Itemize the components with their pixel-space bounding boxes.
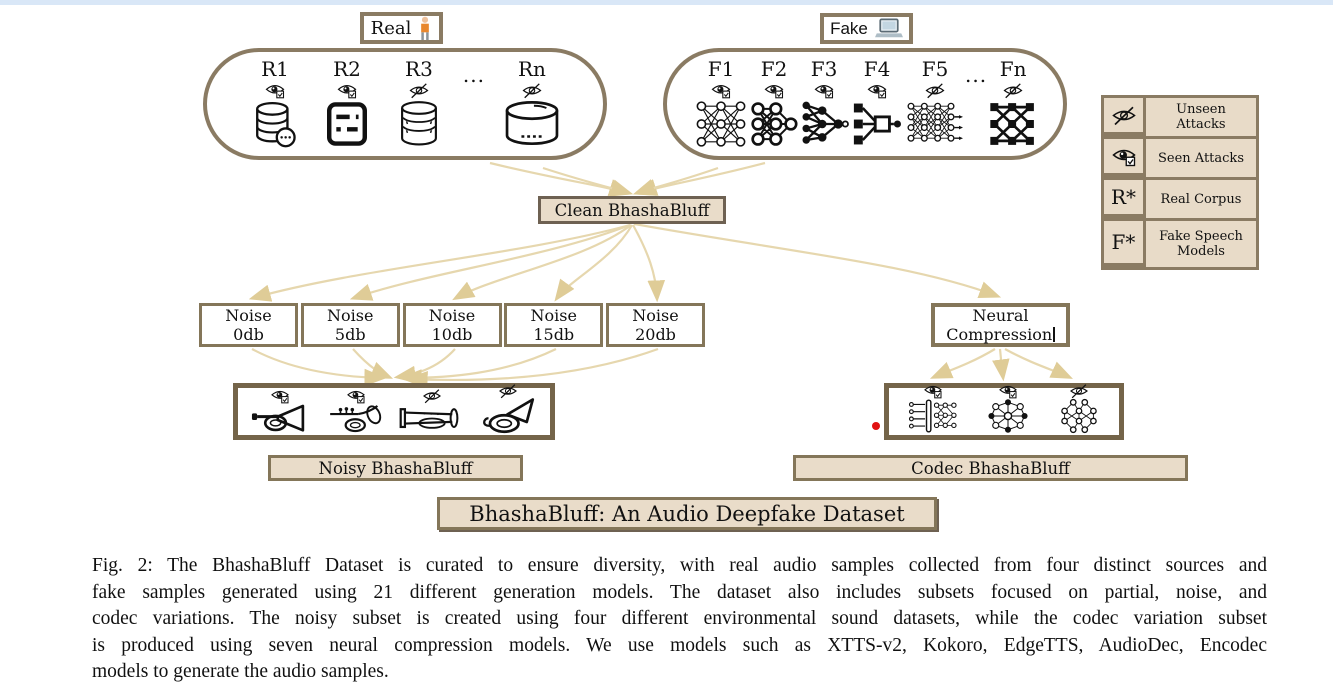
noisy-source-item [399, 388, 465, 434]
unseen-eye-icon [1064, 383, 1094, 399]
database-wide-icon [501, 100, 563, 148]
fake-model-item [749, 52, 799, 148]
network-grid-icon [693, 100, 749, 148]
legend-label: Fake Speech Models [1146, 221, 1256, 267]
legend-label: Unseen Attacks [1146, 98, 1256, 136]
unseen-eye-icon [1111, 105, 1137, 126]
noisy-source-item [247, 388, 313, 434]
seen-eye-icon [265, 388, 295, 404]
encoder-bank-icon [903, 398, 963, 434]
legend-symbol: F* [1104, 221, 1143, 263]
seen-eye-icon [993, 383, 1023, 399]
noisy-sources-box [233, 383, 555, 440]
database-cylinder-icon [391, 100, 447, 148]
neural-compression-node: Neural Compression [931, 303, 1070, 347]
fake-model-label: F5 [921, 57, 949, 81]
fake-model-item [799, 52, 849, 148]
noisy-source-item [475, 383, 541, 434]
noise-level-row [199, 303, 705, 347]
real-source-item [501, 52, 563, 148]
real-source-item [247, 52, 303, 148]
codec-bhashabluff-label: Codec BhashaBluff [911, 458, 1070, 478]
seen-eye-icon [918, 383, 948, 399]
caption-line: is produced using seven neural compression models. We use models such as XTTS-v2, Kokoro, EdgeTTS, AudioDec, Encodec [92, 634, 1267, 656]
noise-level-node: Noise 15db [504, 303, 603, 347]
seen-eye-icon [1111, 146, 1137, 167]
figure-caption [92, 553, 1267, 682]
database-stack-icon [247, 100, 303, 148]
real-group-label: Real [370, 17, 412, 39]
database-server-icon [319, 100, 375, 148]
real-source-item [391, 52, 447, 148]
clean-bhashabluff-label: Clean BhashaBluff [554, 200, 710, 220]
real-sources-group [203, 48, 607, 160]
unseen-eye-icon [417, 388, 447, 404]
noisy-bhashabluff-node [268, 455, 523, 481]
real-source-label: R2 [333, 57, 361, 81]
codec-bhashabluff-node [793, 455, 1188, 481]
star-network-icon [982, 398, 1034, 434]
clean-bhashabluff-node [538, 196, 726, 224]
caption-line: models to generate the audio samples. [92, 661, 389, 682]
seen-eye-icon [862, 82, 892, 99]
codec-model-item [1053, 383, 1105, 434]
noise-level-node: Noise 10db [403, 303, 502, 347]
seen-eye-icon [706, 82, 736, 99]
fake-model-item [987, 52, 1039, 148]
noise-level-node: Noise 20db [606, 303, 705, 347]
legend-icon-cell [1104, 98, 1143, 132]
dataset-title-box [437, 497, 937, 530]
legend [1101, 95, 1259, 270]
fake-model-label: F4 [863, 57, 891, 81]
lattice-network-icon [1053, 398, 1105, 434]
real-group-title-box [360, 12, 443, 44]
laptop-icon [875, 18, 903, 39]
unseen-eye-icon [404, 82, 434, 99]
trumpet-icon [323, 403, 389, 434]
fake-group-label: Fake [830, 18, 868, 38]
ellipsis-label: ... [462, 63, 485, 87]
seen-eye-icon [809, 82, 839, 99]
seen-eye-icon [332, 82, 362, 99]
noisy-bhashabluff-label: Noisy BhashaBluff [318, 458, 473, 478]
noise-level-node: Noise 5db [301, 303, 400, 347]
real-source-label: Rn [517, 57, 546, 81]
legend-label: Real Corpus [1146, 180, 1256, 218]
network-squares-icon [987, 100, 1039, 148]
person-icon [418, 16, 432, 41]
caption-line: Fig. 2: The BhashaBluff Dataset is curated to ensure diversity, with real audio samples collected from four distinct sources and [92, 555, 1267, 576]
fake-group-title-box [820, 13, 913, 44]
fake-model-label: F1 [707, 57, 735, 81]
legend-label: Seen Attacks [1146, 139, 1256, 177]
fake-model-item [849, 52, 905, 148]
network-dense-icon [799, 100, 849, 148]
fake-model-label: Fn [999, 57, 1027, 81]
caption-line: codec variations. The noisy subset is created using four different environmental sound datasets, while the codec variation subset [92, 608, 1267, 630]
horn-icon [247, 403, 313, 434]
seen-eye-icon [341, 388, 371, 404]
caption-line: fake samples generated using 21 different generation models. The dataset also includes subsets focused on partial, noise, and [92, 581, 1267, 603]
unseen-eye-icon [920, 82, 950, 99]
seen-eye-icon [759, 82, 789, 99]
real-source-item [319, 52, 375, 148]
noisy-source-item [323, 388, 389, 434]
codec-model-item [903, 383, 963, 434]
unseen-eye-icon [517, 82, 547, 99]
fake-model-item [693, 52, 749, 148]
legend-icon-cell [1104, 139, 1143, 173]
unseen-eye-icon [493, 383, 523, 399]
codec-model-item [982, 383, 1034, 434]
unseen-eye-icon [998, 82, 1028, 99]
seen-eye-icon [260, 82, 290, 99]
red-dot-marker [872, 422, 880, 430]
noise-level-node: Noise 0db [199, 303, 298, 347]
fake-models-group [663, 48, 1067, 160]
real-source-label: R3 [405, 57, 433, 81]
fake-model-label: F2 [760, 57, 788, 81]
bugle-icon [399, 403, 465, 434]
ellipsis-label: ... [965, 63, 988, 87]
network-encoder-icon [849, 100, 905, 148]
text-cursor [1053, 327, 1055, 342]
codec-models-box [884, 383, 1124, 440]
tuba-icon [475, 398, 541, 434]
real-source-label: R1 [261, 57, 289, 81]
fake-model-label: F3 [810, 57, 838, 81]
fake-model-item [905, 52, 965, 148]
dataset-title: BhashaBluff: An Audio Deepfake Dataset [469, 501, 905, 526]
network-multilayer-icon [905, 100, 965, 148]
legend-symbol: R* [1104, 180, 1143, 214]
network-mlp-icon [749, 100, 799, 148]
